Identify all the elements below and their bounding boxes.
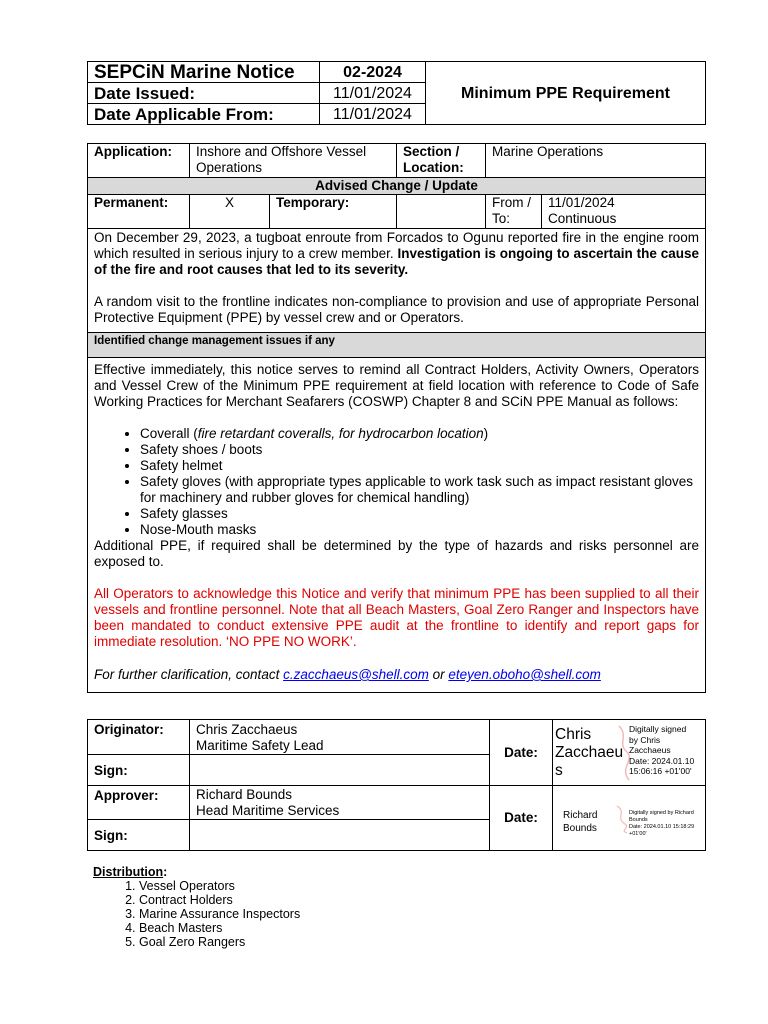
approver-name: Richard Bounds [196,787,293,802]
originator-sig-line-2: Zacchaeu [555,744,624,761]
ppe-item-text: Coverall ( [140,426,198,441]
approver-digital-signature [553,786,705,850]
originator-signature-stamp [629,724,694,777]
ppe-item-suffix: ) [483,426,489,441]
effective-paragraph: Effective immediately, this notice serves to remind all Contract Holders, Activity Owners, Operators and Vessel Crew of the Minimum PPE requirement at field location with reference to Code of Safe Working Practices for Merchant Seafarers (COSWP) Chapter 8 and SCiN PPE Manual as follows: [94,362,700,409]
originator-digital-signature [553,720,705,784]
application-label: Application: [88,144,190,178]
advised-change-heading: Advised Change / Update [88,178,706,195]
additional-ppe-paragraph: Additional PPE, if required shall be determined by the type of hazards and risks personnel are exposed to. [94,538,700,569]
contact-email-link-2[interactable]: eteyen.oboho@shell.com [448,667,601,682]
distribution-list [93,879,300,949]
ppe-item-text: Safety gloves (with appropriate types applicable to work task such as impact resistant gloves for machinery and rubber gloves for chemical handling) [140,474,694,505]
ppe-item-text: Safety shoes / boots [140,442,263,457]
distribution-item: 5. Goal Zero Rangers [139,935,300,949]
ppe-list-item [140,522,699,538]
ppe-list [94,426,699,538]
notice-header-table [87,61,706,125]
approver-signature-stamp [629,810,694,838]
distribution-title: Distribution [93,865,164,879]
contact-email-link-1[interactable]: c.zacchaeus@shell.com [283,667,429,682]
permanent-label: Permanent: [88,195,190,229]
application-value: Inshore and Offshore Vessel Operations [190,144,397,178]
distribution-item: 3. Marine Assurance Inspectors [139,907,300,921]
approver-sign-field [190,820,490,851]
approver-date-label: Date: [490,786,553,851]
date-applicable-label: Date Applicable From: [88,104,320,125]
from-to-values [542,195,706,229]
approver-signature-cell [553,786,706,851]
originator-sign-label: Sign: [88,755,190,786]
notice-label: SEPCiN Marine Notice [88,62,320,83]
notice-main-table [87,143,706,693]
distribution-item: 4. Beach Masters [139,921,300,935]
operators-notice-paragraph: All Operators to acknowledge this Notice and verify that minimum PPE has been supplied to all their vessels and frontline personnel. Note that all Beach Masters, Goal Zero Ranger and Inspectors have been mandated to conduct extensive PPE audit at the frontline to identify and report gaps for immediate resolution. ‘NO PPE NO WORK’. [94,586,700,649]
distribution-item: 2. Contract Holders [139,893,300,907]
ppe-list-item [140,458,699,474]
approver-stamp-line-2: Bounds [629,817,648,823]
incident-paragraph [94,230,699,278]
permanent-value: X [190,195,270,229]
originator-name: Chris Zacchaeus [196,722,298,737]
originator-stamp-line-3: Zacchaeus [629,745,671,755]
distribution-title-colon: : [163,865,168,879]
originator-label: Originator: [88,720,190,755]
originator-sign-field [190,755,490,786]
notice-number: 02-2024 [320,62,426,83]
change-issues-heading: Identified change management issues if any [88,333,706,358]
from-value: 11/01/2024 [548,195,615,210]
incident-bold-text: Investigation is ongoing to ascertain the cause of the fire and root causes that led to its severity. [94,246,700,277]
originator-sig-line-1: Chris [555,726,592,743]
date-issued-label: Date Issued: [88,83,320,104]
from-to-label: From / To: [486,195,542,229]
distribution-item: 1. Vessel Operators [139,879,300,893]
ppe-list-item [140,442,699,458]
originator-sig-line-3: s [555,762,563,779]
section-label: Section / Location: [397,144,486,178]
ppe-item-text: Safety helmet [140,458,223,473]
incident-text: On December 29, 2023, a tugboat enroute from Forcados to Ogunu reported fire in the engine room which resulted in serious injury to a crew member. [94,230,700,261]
originator-details [190,720,490,755]
originator-stamp-line-4: Date: 2024.01.10 [629,755,695,766]
approver-stamp-line-1: Digitally signed by Richard [629,810,694,816]
contact-paragraph [94,667,699,686]
ppe-item-text: Safety glasses [140,506,228,521]
originator-signature-name [555,726,623,780]
approver-stamp-line-3: Date: 2024.01.10 15:18:29 [629,824,695,830]
approver-label: Approver: [88,786,190,820]
ppe-item-text: Nose-Mouth masks [140,522,257,537]
incident-section [88,229,706,333]
ppe-list-item [140,474,699,506]
contact-prefix: For further clarification, contact [94,667,284,682]
originator-stamp-line-1: Digitally signed [629,724,687,734]
originator-stamp-line-5: 15:06:16 +01'00' [629,766,692,776]
section-value: Marine Operations [486,144,706,178]
signoff-table [87,719,706,851]
date-applicable-value: 11/01/2024 [320,104,426,125]
date-issued-value: 11/01/2024 [320,83,426,104]
distribution-heading [93,865,300,879]
approver-details [190,786,490,820]
originator-date-label: Date: [490,720,553,786]
approver-role: Head Maritime Services [196,803,340,818]
approver-sign-label: Sign: [88,820,190,851]
originator-signature-cell [553,720,706,786]
ppe-item-italic: fire retardant coveralls, for hydrocarbon location [197,426,484,441]
approver-sig-line-2: Bounds [563,822,597,834]
approver-stamp-line-4: +01'00' [629,831,647,837]
contact-or: or [428,667,449,682]
approver-signature-name [563,810,597,835]
ppe-list-item [140,426,699,442]
temporary-label: Temporary: [270,195,397,229]
temporary-value [397,195,486,229]
originator-stamp-line-2: by Chris [629,734,661,745]
to-value: Continuous [548,211,617,226]
random-visit-paragraph: A random visit to the frontline indicates non-compliance to provision and use of appropriate Personal Protective Equipment (PPE) by vessel crew and or Operators. [94,294,700,325]
approver-sig-line-1: Richard [563,810,598,821]
ppe-list-item [140,506,699,522]
notice-title: Minimum PPE Requirement [426,62,706,125]
originator-role: Maritime Safety Lead [196,738,324,753]
distribution-section [93,865,300,949]
requirements-section [88,358,706,693]
